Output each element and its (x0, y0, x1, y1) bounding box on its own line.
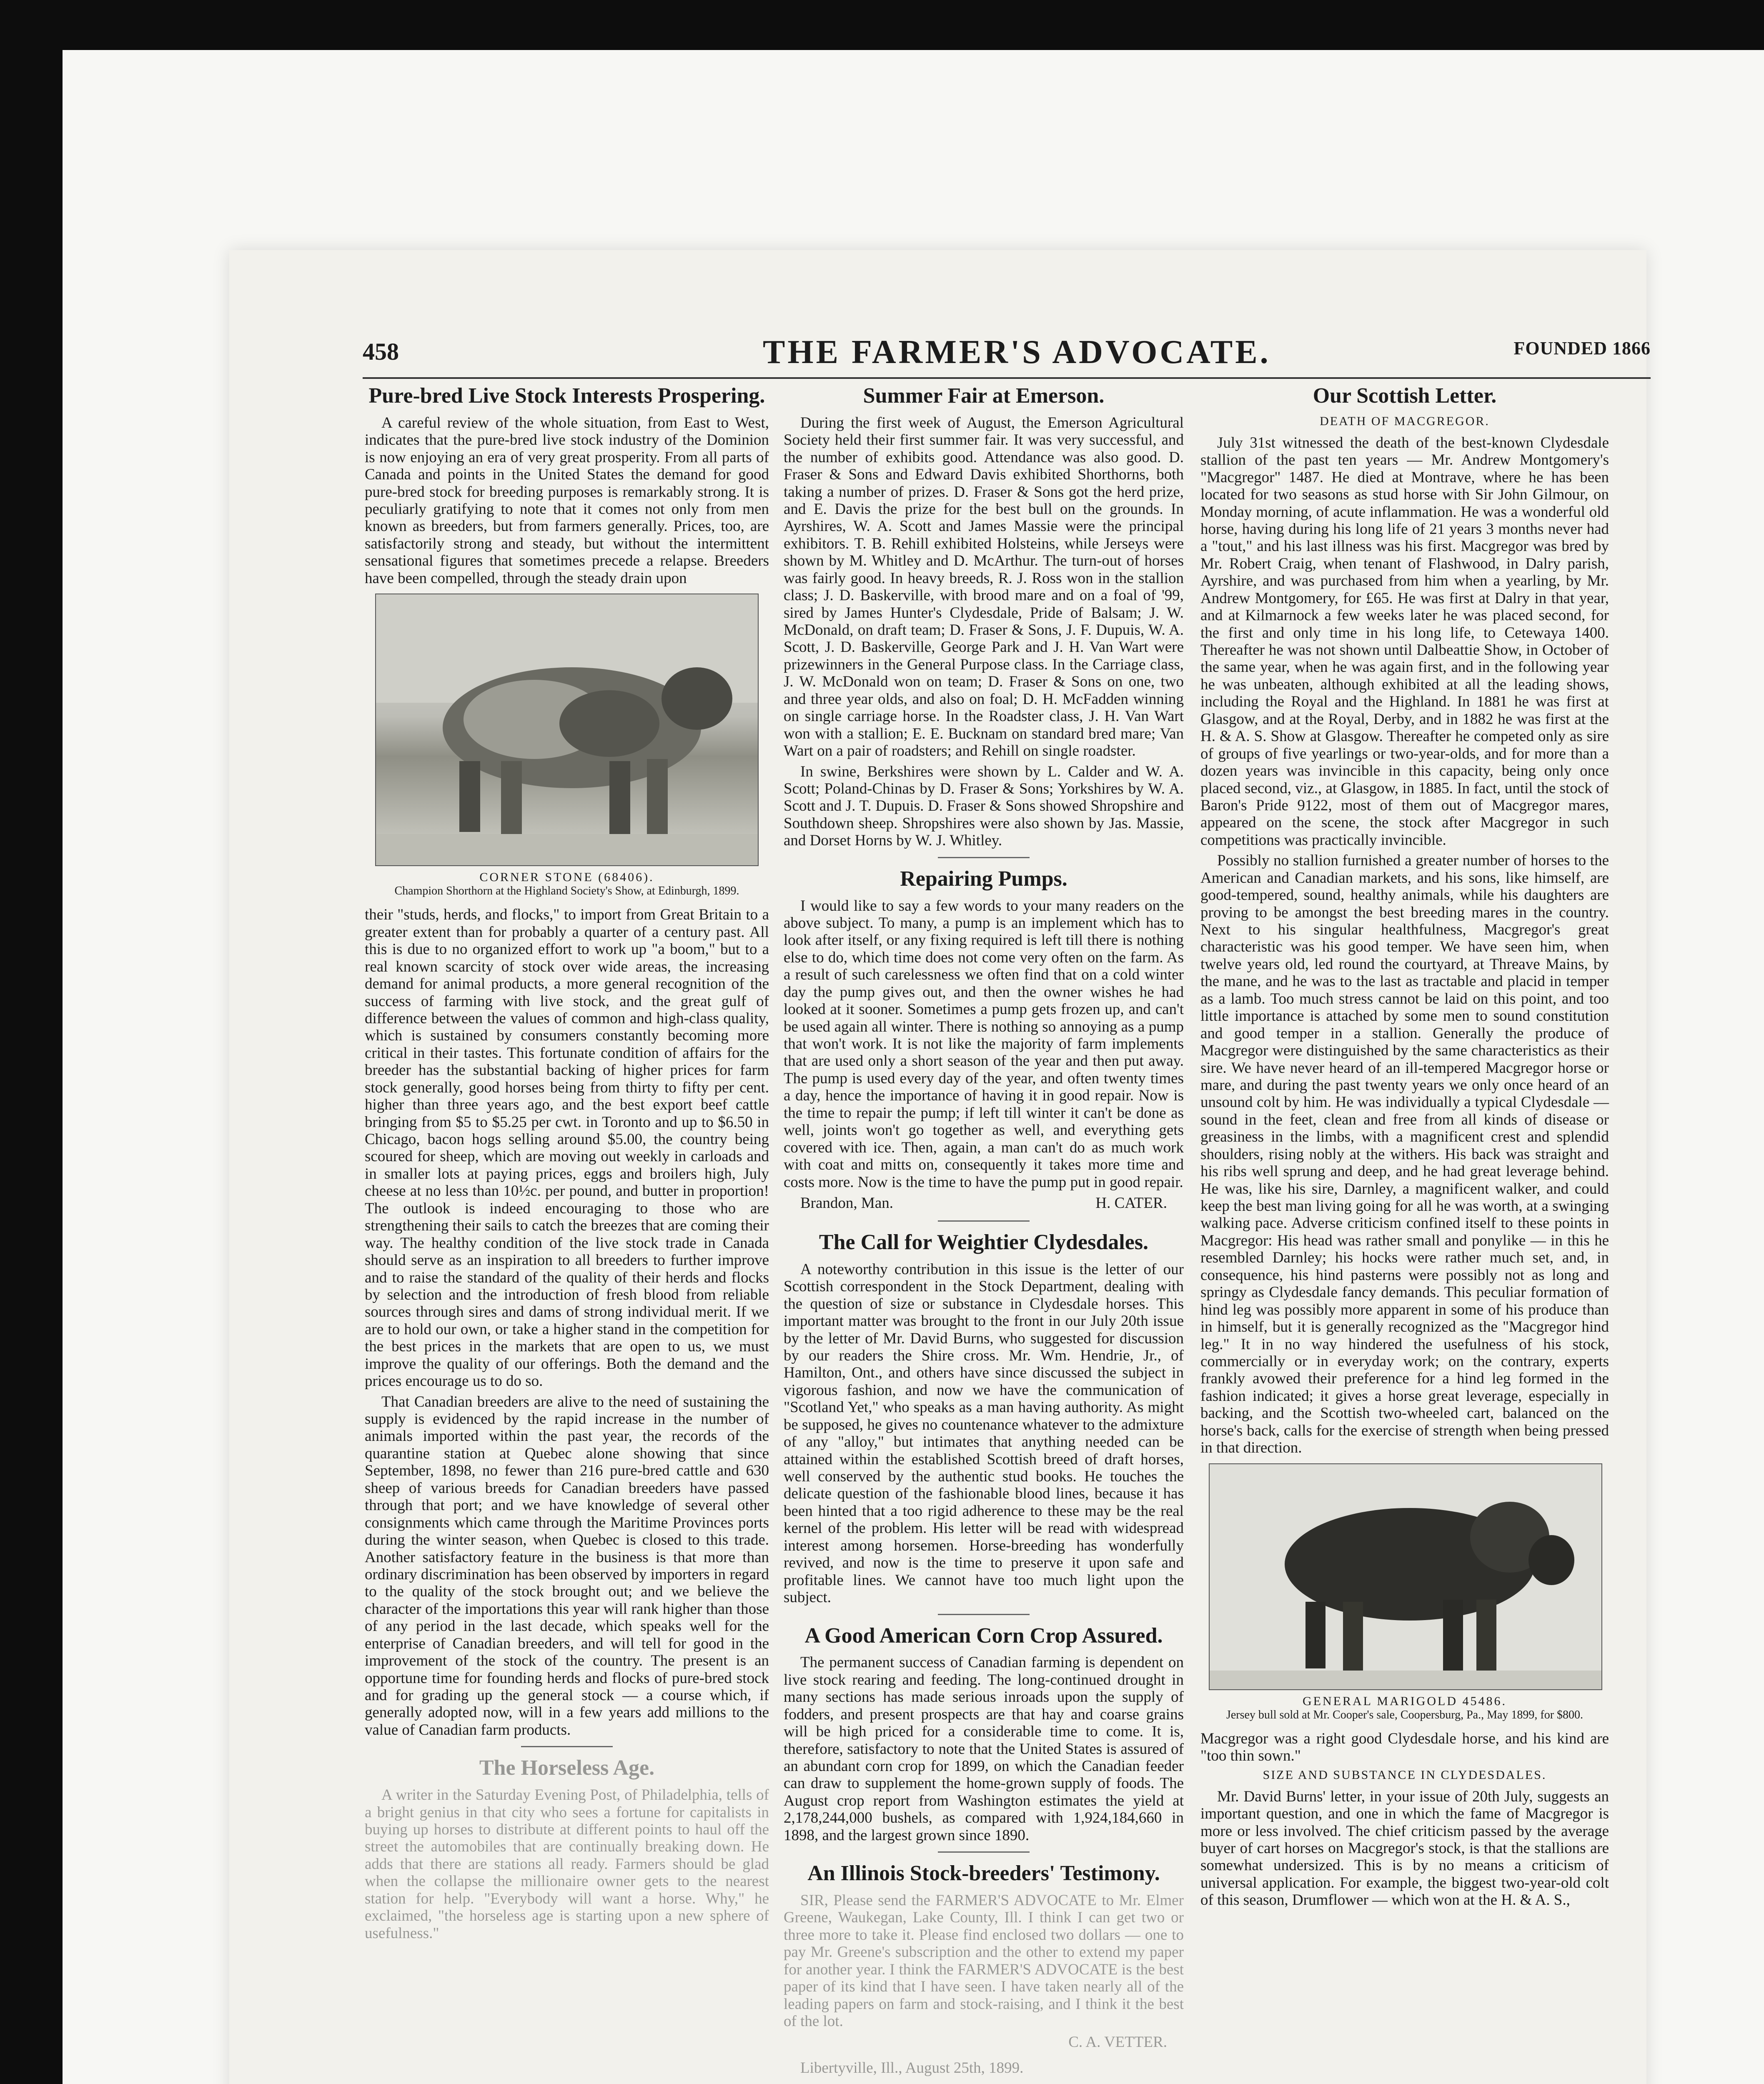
section-divider (938, 1851, 1030, 1853)
figure-caption: Jersey bull sold at Mr. Cooper's sale, Coopersburg, Pa., May 1899, for $800. (1226, 1708, 1584, 1721)
page-number: 458 (363, 338, 399, 365)
article-title: The Call for Weightier Clydesdales. (819, 1230, 1149, 1254)
signature-line (784, 1194, 1184, 1212)
figure-general-marigold (1200, 1463, 1609, 1722)
article-paragraph: I would like to say a few words to your many readers on the above subject. To many, a pump is an implement which has to look after itself, or any fixing required is left till there is nothing else to do, which time does not come very often on the farm. As a result of such carelessness we often find that on a cold winter day the pump gives out, and then the owner wishes he had looked at it sooner. Sometimes a pump gets frozen up, and can't be used again all winter. There is nothing so annoying as a pump that won't work. It is not like the majority of farm implements that are used only a short season of the year and then put away. The pump is used every day of the year, and often twenty times a day, hence the importance of having it in good repair. Now is the time to repair the pump; if left till winter it can't be done as well, joints won't go together as well, and everything gets covered with ice. Then, again, a man can't do as much work with coat and mitts on, consequently it takes more time and costs more. Now is the time to have the pump put in good repair. (784, 897, 1184, 1191)
article-paragraph: During the first week of August, the Emerson Agricultural Society held their first summer fair. It was very successful, and the number of exhibits good. Attendance was also good. D. Fraser & Sons and Edward Davis exhibited Shorthorns, both taking a number of prizes. D. Fraser & Sons got the herd prize, and E. Davis the prize for the best bull on the grounds. In Ayrshires, W. A. Scott and James Massie were the principal exhibitors. T. B. Rehill exhibited Holsteins, while Jerseys were shown by M. Whitley and D. McArthur. The turn-out of horses was fairly good. In heavy breeds, R. J. Ross won in the stallion class; J. D. Baskerville, with brood mare and on a foal of '99, sired by James Hunter's Clydesdale, Pride of Balsam; J. W. McDonald, on draft team; D. Fraser & Sons, J. F. Dupuis, W. A. Scott, J. D. Baskerville, George Park and J. H. Van Wart were prizewinners in the General Purpose class. In the Carriage class, J. W. McDonald won on team; D. Fraser & Sons on one, two and three year olds, and also on foal; D. H. McFadden winning on single carriage horse. In the Roadster class, J. H. Van Wart won with a stallion; E. E. Bucknam on standard bred mare; Van Wart on a pair of roadsters; and Rehill on single roadster. (784, 414, 1184, 760)
page-header (363, 333, 1651, 379)
figure-caption: Champion Shorthorn at the Highland Society's Show, at Edinburgh, 1899. (394, 884, 739, 898)
signature-place: Libertyville, Ill., August 25th, 1899. (800, 2059, 1024, 2077)
article-paragraph: Possibly no stallion furnished a greater number of horses to the American and Canadian markets, and his sons, like himself, are good-tempered, sound, healthy animals, while his daughters are proving to be amongst the best breeding mares in the country. Next to his singular healthfulness, Macgregor's great characteristic was his good temper. We have seen him, when twelve years old, led round the courtyard, at Threave Mains, by the mane, and he was to the last as tractable and placid in temper as a lamb. Too much stress cannot be laid on this point, and too little importance is attached by some men to sound constitution and good temper in a stallion. Generally the produce of Macgregor were distinguished by the same characteristics as their sire. We have never heard of an ill-tempered Macgregor horse or mare, and during the past twenty years we only once heard of an unsound colt by him. He was individually a typical Clydesdale — sound in the feet, clean and free from all kinds of disease or greasiness in the limbs, with a magnificent crest and splendid shoulders, rising nobly at the withers. His back was straight and his ribs well sprung and deep, and he had great leverage behind. He was, like his sire, Darnley, a magnificent walker, and could keep the best man living going for all he was worth, at a swinging walking pace. Adverse criticism confined itself to these points in Macgregor: His head was rather small and ponylike — in this he resembled Darnley; his hocks were rather much set, and, in consequence, his hind pasterns were possibly not as long and springy as Clydesdale fancy demands. This peculiar formation of hind leg was possibly more apparent in some of his produce than in himself, but it is generally recognized as the "Macgregor hind leg." It in no way hindered the usefulness of his stock, commercially or in everyday work; on the contrary, experts frankly avowed their preference for a hind leg formed in the fashion indicated; it gives a horse great leverage, especially in backing, and the Scottish two-wheeled cart, balanced on the horse's back, calls for the exercise of strength when being pressed in that direction. (1200, 852, 1609, 1457)
header-rule (363, 377, 1651, 379)
section-divider (938, 857, 1030, 858)
article-subhead: DEATH OF MACGREGOR. (1320, 414, 1490, 428)
article-title: Our Scottish Letter. (1313, 384, 1497, 408)
article-paragraph: A noteworthy contribution in this issue is the letter of our Scottish correspondent in the Stock Department, dealing with the question of size or substance in Clydesdale horses. This important matter was brought to the front in our July 20th issue by the letter of Mr. David Burns, who suggested for discussion by our readers the Shire cross. Mr. Wm. Hendrie, Jr., of Hamilton, Ont., and others have since discussed the subject in vigorous fashion, and now we have the communication of "Scotland Yet," who speaks as a man having authority. As might be supposed, he gives no countenance whatever to the admixture of any "alloy," but intimates that anything needed can be attained within the established Scottish breed of draft horses, well conserved by the authentic stud books. He touches the delicate question of the fashionable blood lines, because it has been hinted that a too rigid adherence to these may be the real kernel of the problem. His letter will be read with widespread interest among horsemen. Horse-breeding has wonderfully revived, and now is the time to preserve it upon safe and profitable lines. We cannot have too much light upon the subject. (784, 1260, 1184, 1606)
column-right (1200, 383, 1609, 1912)
section-divider (938, 1220, 1030, 1222)
article-paragraph: their "studs, herds, and flocks," to import from Great Britain to a greater extent than for probably a quarter of a century past. All this is due to no organized effort to work up "a boom," but to a real known scarcity of stock over wide areas, the increasing demand for animal products, a more general recognition of the success of farming with live stock, and the great gulf of difference between the values of common and high-class quality, which is sustained by consumers constantly becoming more critical in their tastes. This fortunate condition of affairs for the breeder has the substantial backing of higher prices for farm stock generally, good horses being from thirty to fifty per cent. higher than three years ago, and the best export beef cattle bringing from $5 to $5.25 per cwt. in Toronto and up to $6.50 in Chicago, bacon hogs selling around $5.00, the country being scoured for sheep, which are moving out weekly in carloads and in smaller lots at paying prices, eggs and broilers high, July cheese at no less than 10½c. per pound, and butter in proportion! The outlook is indeed encouraging to those who are strengthening their sails to catch the breezes that are coming their way. The healthy condition of the live stock trade in Canada should serve as an inspiration to all breeders to further improve and to raise the standard of the quality of their herds and flocks by selection and the introduction of fresh blood from reliable sources through sires and dams of strong individual merit. If we are to hold our own, or take a higher stand in the competition for the best prices in the markets that are open to us, we must improve the quality of our offerings. Both the demand and the prices encourage us to do so. (365, 906, 769, 1390)
column-middle (784, 383, 1184, 2080)
article-paragraph: July 31st witnessed the death of the best-known Clydesdale stallion of the past ten years — Mr. Andrew Montgomery's "Macgregor" 1487. He died at Montrave, where he has been located for two seasons as stud horse with Sir John Gilmour, on Monday morning, of acute inflammation. He was a wonderful old horse, having during his long life of 21 years 3 months never had a "tout," and his last illness was his first. Macgregor was bred by Mr. Robert Craig, when tenant of Flashwood, in Dalry parish, Ayrshire, and was purchased from him when a yearling, by Mr. Andrew Montgomery, for £65. He was first at Dalry in that year, and at Kilmarnock a few weeks later he was placed second, for the first and only time in his long life, to Cetewaya 1400. Thereafter he was not shown until Dalbeattie Show, in October of the same year, when he was again first, and in the following year he was unbeaten, although exhibited at all the leading shows, including the Royal and the Highland. In 1881 he was first at Glasgow, and at the Royal, Derby, and in 1882 he was first at the H. & A. S. Show at Glasgow. Thereafter he competed only as sire of groups of five yearlings or two-year-olds, and for more than a dozen years was invincible in this capacity, being only once placed second, viz., at Glasgow, in 1885. In fact, until the stock of Baron's Pride 9122, most of them out of Macgregor mares, appeared on the scene, the stock after Macgregor in such competitions was practically invincible. (1200, 434, 1609, 849)
article-title: Pure-bred Live Stock Interests Prospering. (368, 384, 765, 408)
article-title: Summer Fair at Emerson. (863, 384, 1105, 408)
signature-line (784, 2033, 1184, 2051)
section-divider (521, 1746, 613, 1747)
article-paragraph: SIR, Please send the FARMER'S ADVOCATE to Mr. Elmer Greene, Waukegan, Lake County, Ill. I think I can get two or three more to take it. Please find enclosed two dollars — one to pay Mr. Greene's subscription and the other to extend my paper for another year. I think the FARMER'S ADVOCATE is the best paper of its kind that I have seen. I have taken nearly all of the leading papers on farm and stock-raising, and I think it the best of the lot. (784, 1891, 1184, 2030)
article-paragraph: A writer in the Saturday Evening Post, of Philadelphia, tells of a bright genius in that city who sees a fortune for capitalists in buying up horses to distribute at different points to haul off the street the automobiles that are continually breaking down. He adds that there are stations all ready. Farmers should be glad when the collapse the millionaire owner gets to the nearest station for help. "Everybody will want a horse. Why," he exclaimed, "the horseless age is starting upon a new sphere of usefulness." (365, 1786, 769, 1942)
jersey-bull-illustration (1210, 1464, 1601, 1689)
article-paragraph: A careful review of the whole situation, from East to West, indicates that the pure-bred live stock industry of the Dominion is now enjoying an era of very great prosperity. From all parts of Canada and points in the United States the demand for good pure-bred stock for breeding purposes is remarkably strong. It is peculiarly gratifying to note that it comes not only from men known as breeders, but from farmers generally. Prices, too, are satisfactorily strong and steady, but without the intermittent sensational figures that sometimes precede a relapse. Breeders have been compelled, through the steady drain upon (365, 414, 769, 587)
column-left (365, 383, 769, 1945)
article-title: An Illinois Stock-breeders' Testimony. (807, 1861, 1160, 1886)
article-paragraph: Macgregor was a right good Clydesdale horse, and his kind are "too thin sown." (1200, 1730, 1609, 1765)
signature-place: Brandon, Man. (800, 1194, 893, 1212)
signature-author: C. A. VETTER. (1068, 2034, 1167, 2051)
signature-author: H. CATER. (1095, 1194, 1167, 1212)
founded-note: FOUNDED 1866 (1513, 338, 1651, 358)
bull-photo (1209, 1463, 1602, 1690)
article-title: Repairing Pumps. (900, 867, 1067, 891)
shorthorn-bull-illustration (376, 594, 758, 865)
article-paragraph: The permanent success of Canadian farming is dependent on live stock rearing and feeding. The long-continued drought in many sections has made serious inroads upon the supply of fodders, and present prospects are that hay and coarse grains will be high priced for a considerable time to come. It is, therefore, satisfactory to note that the United States is assured of an abundant corn crop for 1899, on which the Canadian feeder can draw to supplement the home-grown supply of foods. The August crop report from Washington estimates the yield at 2,178,244,000 bushels, as compared with 1,924,184,660 in 1898, and the largest grown since 1890. (784, 1654, 1184, 1844)
article-title: The Horseless Age. (479, 1756, 655, 1780)
bull-photo (375, 594, 759, 866)
figure-title: CORNER STONE (68406). (479, 870, 654, 884)
section-divider (938, 1614, 1030, 1615)
figure-corner-stone (365, 594, 769, 898)
article-paragraph: In swine, Berkshires were shown by L. Calder and W. A. Scott; Poland-Chinas by D. Fraser & Sons; Yorkshires by W. A. Scott and J. T. Dupuis. D. Fraser & Sons showed Shropshire and Southdown sheep. Shropshires were also shown by Jas. Massie, and Dorset Horns by W. J. Whitley. (784, 763, 1184, 849)
figure-title: GENERAL MARIGOLD 45486. (1302, 1694, 1507, 1708)
journal-title: THE FARMER'S ADVOCATE. (763, 334, 1271, 371)
article-title: A Good American Corn Crop Assured. (804, 1623, 1163, 1648)
article-subhead: SIZE AND SUBSTANCE IN CLYDESDALES. (1263, 1768, 1547, 1782)
article-paragraph: Mr. David Burns' letter, in your issue of 20th July, suggests an important question, and one in which the fame of Macgregor is more or less involved. The chief criticism passed by the average buyer of cart horses on Macgregor's stock, is that the stallions are somewhat undersized. This is by no means a criticism of universal application. For example, the biggest two-year-old colt of this season, Drumflower — which won at the H. & A. S., (1200, 1788, 1609, 1909)
article-paragraph: That Canadian breeders are alive to the need of sustaining the supply is evidenced by the rapid increase in the number of animals imported within the past year, the records of the quarantine station at Quebec alone showing that since September, 1898, no fewer than 216 pure-bred cattle and 630 sheep of various breeds for Canadian breeders have passed through that port; and we have knowledge of several other consignments which came through the Maritime Provinces ports during the winter season, when Quebec is closed to this trade. Another satisfactory feature in the business is that more than ordinary discrimination has been observed by importers in regard to the quality of the stock brought out; and we believe the character of the importations this year will rank higher than those of any period in the last decade, which speaks well for the enterprise of Canadian breeders, and will tell for good in the improvement of the stock of the country. The present is an opportune time for founding herds and flocks of pure-bred stock and for grading up the general stock — a course which, if generally adopted now, will in a few years add millions to the value of Canadian farm products. (365, 1393, 769, 1738)
